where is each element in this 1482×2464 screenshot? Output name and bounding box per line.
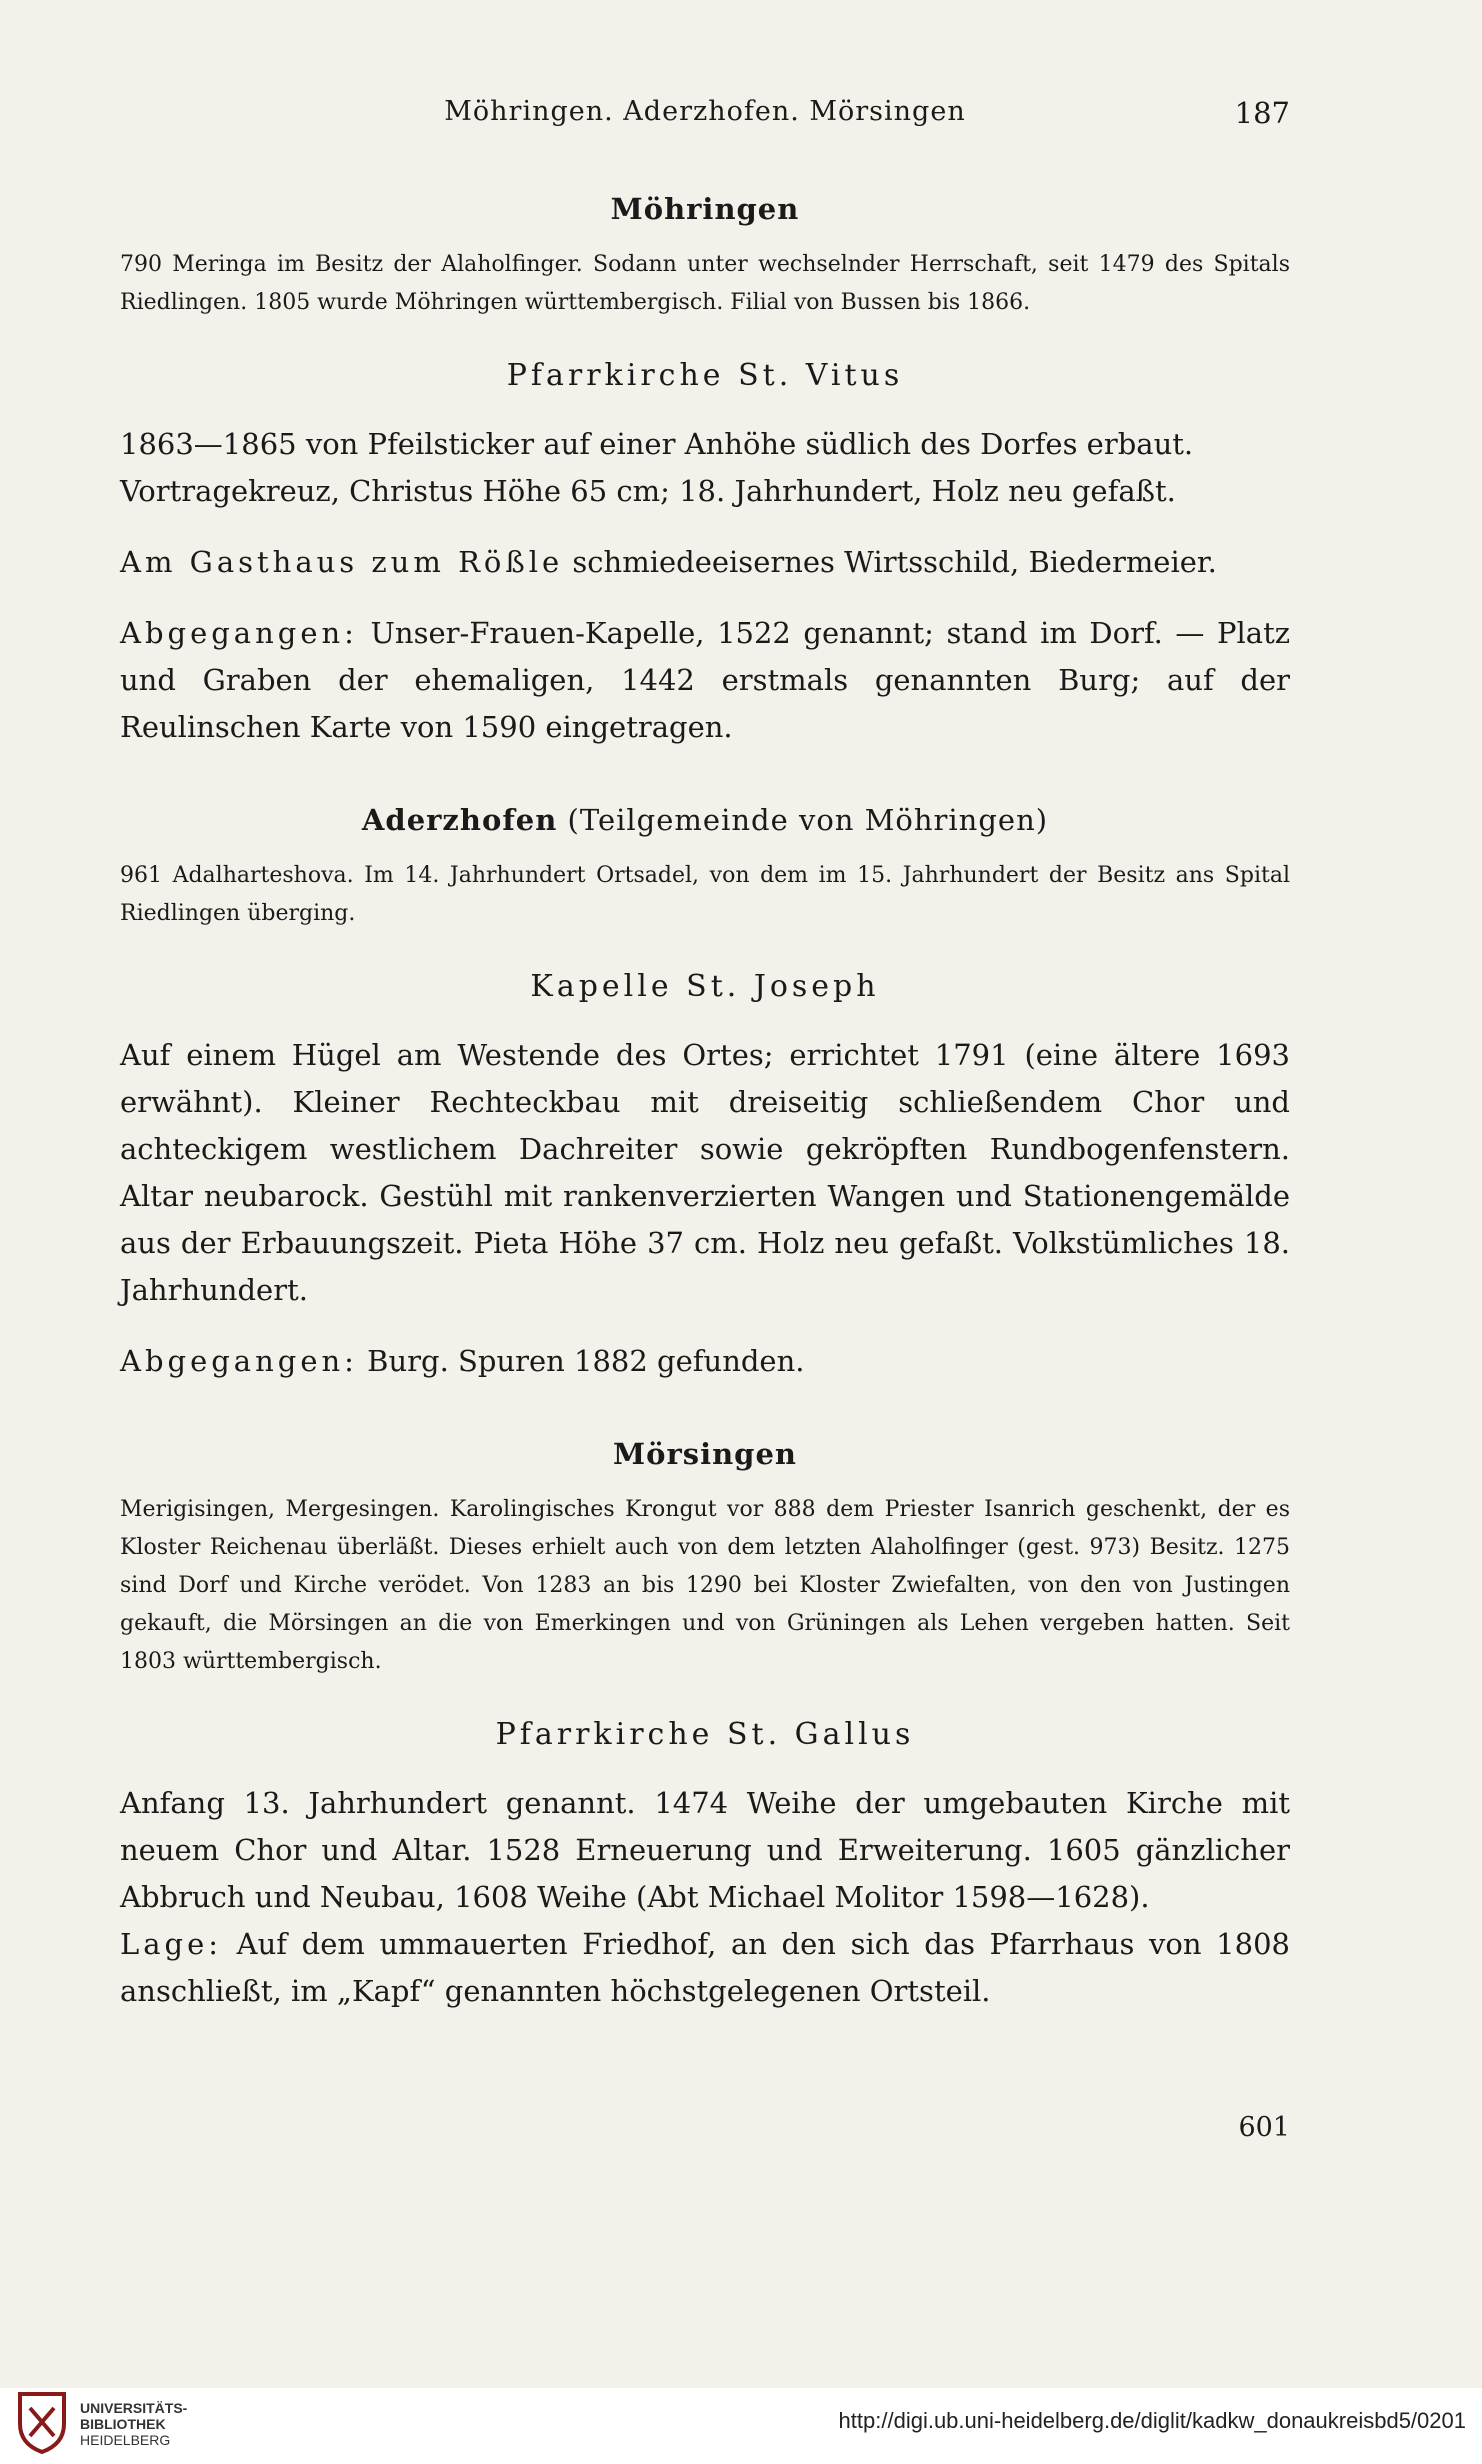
church-title-vitus: Pfarrkirche St. Vitus <box>506 358 904 393</box>
vitus-line-2: Vortragekreuz, Christus Höhe 65 cm; 18. Jahrhundert, Holz neu gefaßt. <box>120 474 1176 508</box>
library-name <box>80 2400 187 2448</box>
moehringen-intro: 790 Meringa im Besitz der Alaholfinger. Sodann unter wechselnder Herrschaft, seit 1479 des Spitals Riedlingen. 1805 wurde Möhringen württembergisch. Filial von Bussen bis 1866. <box>120 252 1290 315</box>
church-title-gallus: Pfarrkirche St. Gallus <box>495 1717 915 1752</box>
vitus-line-1: 1863—1865 von Pfeilsticker auf einer Anhöhe südlich des Dorfes erbaut. <box>120 427 1194 461</box>
folio-number: 601 <box>1238 2112 1290 2143</box>
page-header <box>120 96 1290 136</box>
gallus-lage <box>120 1921 1290 2015</box>
university-seal-icon <box>14 2390 70 2454</box>
gallus-paragraph: Anfang 13. Jahrhundert genannt. 1474 Weihe der umgebauten Kirche mit neuem Chor und Altar. 1528 Erneuerung und Erweiterung. 1605 gänzlicher Abbruch und Neubau, 1608 Weihe (Abt Michael Molitor 1598—1628). <box>120 1786 1290 1914</box>
abgegangen-label-2: Abgegangen: <box>120 1344 358 1378</box>
aderzhofen-name: Aderzhofen <box>361 803 558 837</box>
library-line-3: HEIDELBERG <box>80 2432 171 2448</box>
gasthaus-label: Am Gasthaus zum Rößle <box>120 545 564 579</box>
library-line-1: UNIVERSITÄTS- <box>80 2400 188 2416</box>
abgegangen-label: Abgegangen: <box>120 616 358 650</box>
section-title-aderzhofen <box>120 803 1290 837</box>
source-url-link[interactable]: http://digi.ub.uni-heidelberg.de/diglit/kadkw_donaukreisbd5/0201 <box>838 2408 1466 2433</box>
page-number: 187 <box>1234 96 1290 130</box>
moehringen-abgegangen <box>120 610 1290 751</box>
aderzhofen-suffix: (Teilgemeinde von Möhringen) <box>557 803 1049 837</box>
running-title: Möhringen. Aderzhofen. Mörsingen <box>444 96 966 127</box>
aderzhofen-intro: 961 Adalharteshova. Im 14. Jahrhundert Ortsadel, von dem im 15. Jahrhundert der Besitz ans Spital Riedlingen überging. <box>120 863 1290 926</box>
lage-label: Lage: <box>120 1927 223 1961</box>
page-content <box>120 180 1290 2015</box>
viewer-footer <box>0 2388 1482 2464</box>
moersingen-intro: Merigisingen, Mergesingen. Karolingisches Krongut vor 888 dem Priester Isanrich geschenkt, der es Kloster Reichenau überläßt. Dieses erhielt auch von dem letzten Alaholfinger (gest. 973) Besitz. 1275 sind Dorf und Kirche verödet. Von 1283 an bis 1290 bei Kloster Zwiefalten, von den von Justingen gekauft, die Mörsingen an die von Emerkingen und von Grüningen als Lehen vergeben hatten. Seit 1803 württembergisch. <box>120 1497 1290 1674</box>
gasthaus-paragraph <box>120 539 1290 586</box>
joseph-paragraph: Auf einem Hügel am Westende des Ortes; errichtet 1791 (eine ältere 1693 erwähnt). Kleiner Rechteckbau mit dreiseitig schließendem Chor und achteckigem westlichem Dachreiter sowie gekröpften Rundbogenfenstern. Altar neubarock. Gestühl mit rankenverzierten Wangen und Stationengemälde aus der Erbauungszeit. Pieta Höhe 37 cm. Holz neu gefaßt. Volkstümliches 18. Jahrhundert. <box>120 1038 1290 1307</box>
library-line-2: BIBLIOTHEK <box>80 2416 166 2432</box>
section-title-moehringen: Möhringen <box>610 192 800 226</box>
lage-text: Auf dem ummauerten Friedhof, an den sich das Pfarrhaus von 1808 anschließt, im „Kapf“ genannten höchstgelegenen Ortsteil. <box>120 1927 1290 2008</box>
abgegangen-text-2: Burg. Spuren 1882 gefunden. <box>357 1344 805 1378</box>
section-title-moersingen: Mörsingen <box>613 1437 797 1471</box>
aderzhofen-abgegangen <box>120 1338 1290 1385</box>
chapel-title-joseph: Kapelle St. Joseph <box>530 969 880 1004</box>
gasthaus-text: schmiedeeisernes Wirtsschild, Biedermeier. <box>563 545 1217 579</box>
abgegangen-text: Unser-Frauen-Kapelle, 1522 genannt; stand im Dorf. — Platz und Graben der ehemaligen, 1442 erstmals genannten Burg; auf der Reulinschen Karte von 1590 eingetragen. <box>120 616 1290 744</box>
